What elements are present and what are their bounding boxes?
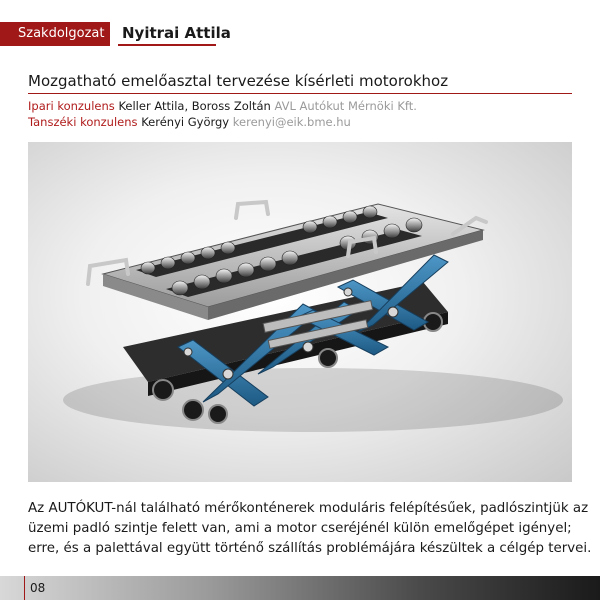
description-line-1: Az AUTÓKUT-nál található mérőkonténerek moduláris felépítésűek, padlószintjük az [28, 501, 589, 516]
page-title: Mozgatható emelőasztal tervezése kísérleti motorokhoz [28, 72, 449, 90]
industrial-consultant-org: AVL Autókut Mérnöki Kft. [274, 99, 417, 113]
description-paragraph [28, 499, 592, 559]
description-line-3: erre, és a palettával együtt történő szállítás problémájára készültek a célgép tervei. [28, 541, 592, 556]
section-tag: Szakdolgozat [0, 22, 110, 46]
page-number: 08 [30, 581, 46, 595]
industrial-consultant-names: Keller Attila, Boross Zoltán [118, 99, 271, 113]
footer-accent-line [24, 576, 25, 600]
lift-table-render [28, 142, 572, 482]
faculty-consultant-line [28, 114, 351, 130]
faculty-consultant-email[interactable]: kerenyi@eik.bme.hu [232, 115, 351, 129]
faculty-consultant-label: Tanszéki konzulens [28, 115, 138, 129]
footer-bar [0, 576, 600, 600]
title-divider [28, 93, 572, 94]
industrial-consultant-line [28, 98, 417, 114]
author-underline [118, 44, 216, 46]
description-line-2: üzemi padló szintje felett van, ami a motor cseréjénél külön emelőgépet igényel; [28, 521, 572, 536]
faculty-consultant-name: Kerényi György [141, 115, 230, 129]
industrial-consultant-label: Ipari konzulens [28, 99, 115, 113]
author-name: Nyitrai Attila [122, 24, 231, 42]
